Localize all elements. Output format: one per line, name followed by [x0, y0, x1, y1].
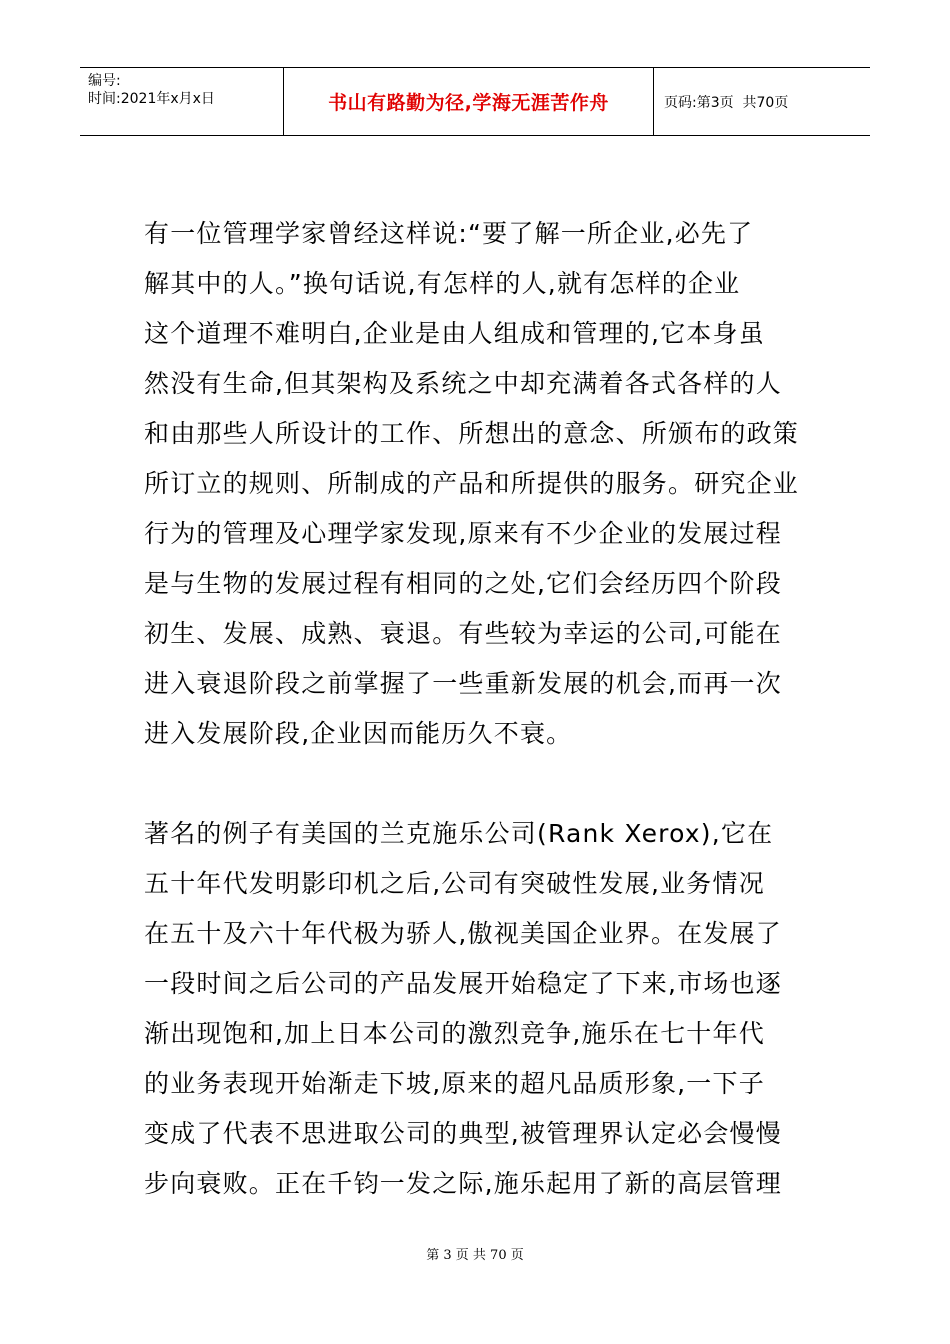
- text-line: 的业务表现开始渐走下坡,原来的超凡品质形象,一下子: [144, 1069, 765, 1098]
- text-line: 在五十及六十年代极为骄人,傲视美国企业界。在发展了: [144, 919, 782, 948]
- document-header: [80, 67, 870, 136]
- document-body: [144, 209, 814, 1209]
- text-line: 初生、发展、成熟、衰退。有些较为幸运的公司,可能在: [144, 619, 782, 648]
- paragraph-spacer: [144, 759, 814, 809]
- text-line: 变成了代表不思进取公司的典型,被管理界认定必会慢慢: [144, 1119, 782, 1148]
- footer-page-number: 第 3 页 共 70 页: [426, 1248, 524, 1263]
- header-motto: 书山有路勤为径,学海无涯苦作舟: [328, 92, 609, 114]
- text-line: 有一位管理学家曾经这样说:“要了解一所企业,必先了: [144, 219, 754, 248]
- text-line: 五十年代发明影印机之后,公司有突破性发展,业务情况: [144, 869, 765, 898]
- page-footer: [0, 1244, 950, 1263]
- text-line: 然没有生命,但其架构及系统之中却充满着各式各样的人: [144, 369, 782, 398]
- text-line: 所订立的规则、所制成的产品和所提供的服务。研究企业: [144, 469, 800, 498]
- header-page-info: 页码:第3页 共70页: [664, 94, 789, 111]
- text-line: 步向衰败。正在千钧一发之际,施乐起用了新的高层管理: [144, 1169, 782, 1198]
- header-page-cell: [654, 68, 870, 135]
- text-line: 是与生物的发展过程有相同的之处,它们会经历四个阶段: [144, 569, 782, 598]
- date-label: 时间:2021年x月x日: [88, 91, 215, 107]
- text-line: 渐出现饱和,加上日本公司的激烈竞争,施乐在七十年代: [144, 1019, 765, 1048]
- text-line: 这个道理不难明白,企业是由人组成和管理的,它本身虽: [144, 319, 765, 348]
- text-line: 解其中的人。”换句话说,有怎样的人,就有怎样的企业: [144, 269, 741, 298]
- text-line: 和由那些人所设计的工作、所想出的意念、所颁布的政策: [144, 419, 800, 448]
- header-meta-cell: [80, 68, 284, 135]
- text-line: 著名的例子有美国的兰克施乐公司(Rank Xerox),它在: [144, 819, 774, 848]
- paragraph-1: [144, 209, 814, 759]
- text-line: 一段时间之后公司的产品发展开始稳定了下来,市场也逐: [144, 969, 782, 998]
- text-line: 进入衰退阶段之前掌握了一些重新发展的机会,而再一次: [144, 669, 782, 698]
- header-motto-cell: [284, 68, 654, 135]
- text-line: 行为的管理及心理学家发现,原来有不少企业的发展过程: [144, 519, 782, 548]
- serial-number-label: 编号:: [88, 73, 121, 89]
- paragraph-2: [144, 809, 814, 1209]
- text-line: 进入发展阶段,企业因而能历久不衰。: [144, 719, 573, 748]
